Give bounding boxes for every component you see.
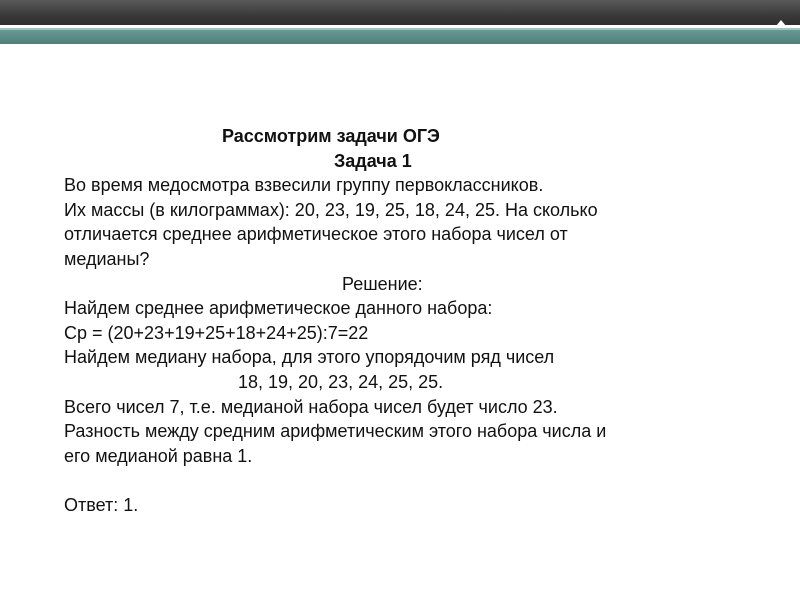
solution-line: Найдем медиану набора, для этого упорядочим ряд чисел [64,347,555,368]
top-header-bar [0,0,800,25]
solution-line: Найдем среднее арифметическое данного набора: [64,298,493,319]
header-bar-shading [0,0,800,25]
conclusion-line: Всего чисел 7, т.е. медианой набора чисел будет число 23. [64,396,558,417]
solution-label: Решение: [342,273,423,294]
accent-stripe [0,28,800,44]
sorted-series: 18, 19, 20, 23, 24, 25, 25. [238,371,444,392]
conclusion-line: Разность между средним арифметическим этого набора числа и [64,421,607,442]
spacer [64,468,754,493]
solution-line: Ср = (20+23+19+25+18+24+25):7=22 [64,322,369,343]
task-label: Задача 1 [334,150,412,171]
problem-line: Во время медосмотра взвесили группу первоклассников. [64,175,544,196]
accent-stripe-highlight [0,28,800,30]
problem-line: Их массы (в килограммах): 20, 23, 19, 25, 18, 24, 25. На сколько [64,199,598,220]
problem-line: медианы? [64,248,150,269]
conclusion-line: его медианой равна 1. [64,445,253,466]
answer-line: Ответ: 1. [64,494,139,515]
slide-title: Рассмотрим задачи ОГЭ [222,126,440,146]
problem-line: отличается среднее арифметическое этого набора чисел от [64,224,568,245]
corner-triangle-icon [776,20,786,26]
slide-content [64,124,754,518]
